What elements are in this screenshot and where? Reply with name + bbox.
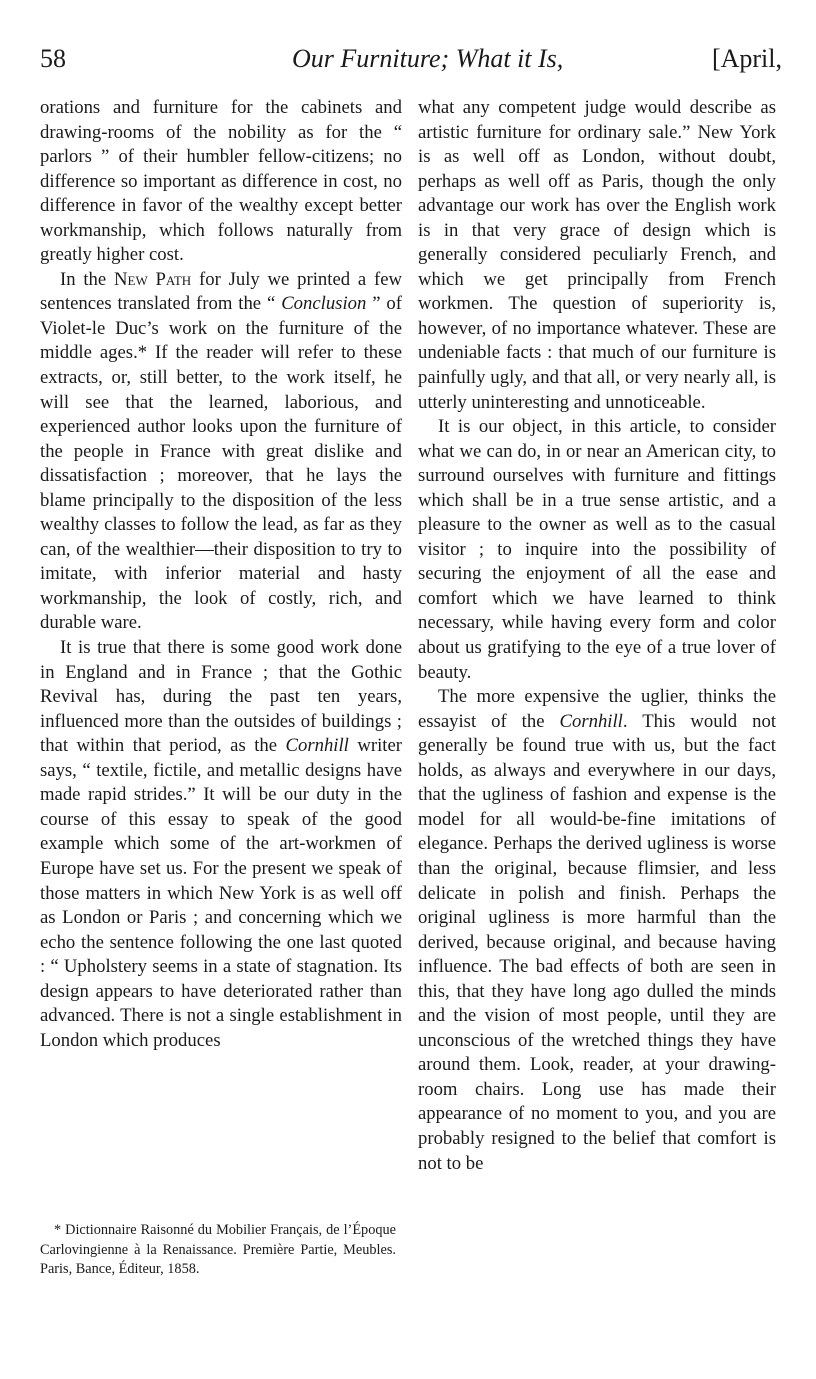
italic-text: Conclusion xyxy=(281,293,367,315)
issue-month: [April, xyxy=(711,44,782,73)
text-run: It is true that there is some good work done in England and in France ; that the Gothic Revival has, during the past ten years, influenced more than the outsides of buildings ; that within that period, as the xyxy=(40,637,402,757)
right-column xyxy=(418,96,776,1176)
italic-text: Cornhill xyxy=(559,710,623,732)
footnote xyxy=(40,1221,396,1280)
paragraph: It is our object, in this article, to consider what we can do, in or near an American city, to surround ourselves with furniture and fittings which shall be in a true sense artistic, and a pleasure to the owner as well as to the casual visitor ; to inquire into the possibility of securing the enjoyment of all the ease and comfort which we have learned to think necessary, while having every form and color about us gratifying to the eye of a true lover of beauty. xyxy=(418,416,776,683)
running-title: Our Furniture; What it Is, xyxy=(292,44,564,73)
text-run: for July we printed a few sentences translated from the “ xyxy=(40,268,402,315)
paragraph: what any competent judge would describe as artistic furniture for ordinary sale.” New York is as well off as London, without doubt, perhaps as well off as Paris, though the only advantage our work has over the English work is in that very grace of design which is generally considered peculiarly French, and which we get principally from French workmen. The question of superiority is, however, of no importance whatever. These are undeniable facts : that much of our furniture is painfully ugly, and that all, or very nearly all, is utterly uninteresting and unnoticeable. xyxy=(418,97,776,413)
text-run: . This would not generally be found true with us, but the fact holds, as always and everywhere in our days, that the ugliness of fashion and expense is the model for all would-be-fine imitations of elegance. Perhaps the derived ugliness is worse than the original, because flimsier, and less delicate in polish and finish. Perhaps the original ugliness is more harmful than the derived, because original, and because having influence. The bad effects of both are seen in this, that they have long ago dulled the minds and the vision of most people, until they are unconscious of the wretched things they have around them. Look, reader, at your drawing-room chairs. Long use has made their appearance of no moment to you, and you are probably resigned to the belief that comfort is not to be xyxy=(418,710,777,1174)
paragraph xyxy=(40,268,402,636)
paragraph: orations and furniture for the cabinets and drawing-rooms of the nobility as for the “ parlors ” of their humbler fellow-citizens; no difference so important as difference in cost, no difference in favor of the wealthy except better workmanship, which follows naturally from greatly higher cost. xyxy=(40,97,402,266)
paragraph xyxy=(418,685,776,1176)
italic-text: Cornhill xyxy=(285,735,349,757)
text-run: In the xyxy=(60,268,115,290)
page-header xyxy=(40,44,782,88)
text-run: ” of Violet-le Duc’s work on the furniture of the middle ages.* If the reader will refer to these extracts, or, still better, to the work itself, he will see that the learned, laborious, and experienced author looks upon the furniture of the people in France with great dislike and dissatisfaction ; moreover, that he lays the blame principally to the disposition of the less wealthy classes to follow the lead, as far as they can, of the wealthier—their disposition to try to imitate, with inferior material and hasty workmanship, the look of costly, rich, and durable ware. xyxy=(40,293,402,634)
text-run: writer says, “ textile, fictile, and metallic designs have made rapid strides.” It will be our duty in the course of this essay to speak of the good example which some of the art-workmen of Europe have set us. For the present we speak of those matters in which New York is as well off as London or Paris ; and concerning which we echo the sentence following the one last quoted : “ Upholstery seems in a state of stagnation. Its design appears to have deteriorated rather than advanced. There is not a single establishment in London which produces xyxy=(40,735,402,1051)
page-number: 58 xyxy=(40,44,66,73)
paragraph xyxy=(40,636,402,1053)
footnote-text: * Dictionnaire Raisonné du Mobilier Français, de l’Époque Carlovingienne à la Renaissance. Première Partie, Meubles. Paris, Bance, Éditeur, 1858. xyxy=(40,1222,396,1277)
text-run: The more expensive the uglier, thinks the essayist of the xyxy=(418,686,776,732)
small-caps-text: New Path xyxy=(114,268,192,290)
left-column xyxy=(40,96,402,1053)
